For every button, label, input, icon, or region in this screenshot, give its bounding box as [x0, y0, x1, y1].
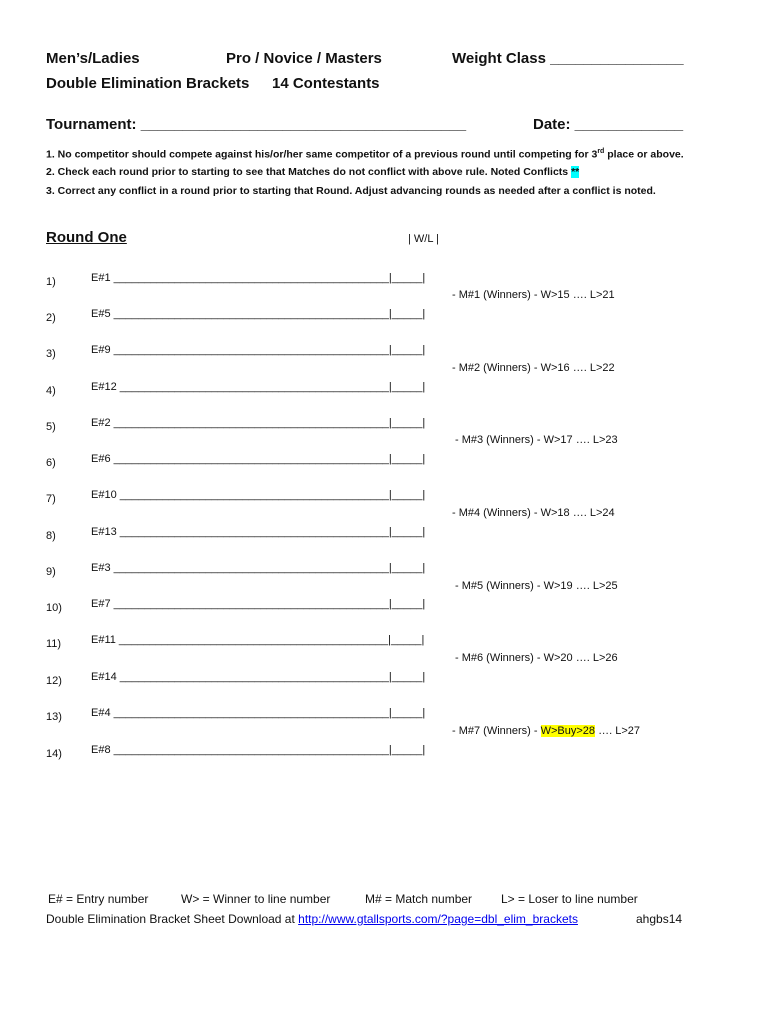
entry-line[interactable]: E#1 _____________________________________________|_____| [91, 272, 426, 284]
rule-3: 3. Correct any conflict in a round prior to starting that Round. Adjust advancing rounds as needed after a conflict is noted. [46, 185, 656, 197]
entry-line[interactable]: E#10 ____________________________________________|_____| [91, 489, 426, 501]
line-number: 2) [46, 312, 56, 324]
entry-row [46, 453, 56, 471]
buy-highlight: W>Buy>28 [540, 725, 596, 737]
date-field: Date: _____________ [533, 116, 684, 133]
match-annotation: - M#4 (Winners) - W>18 …. L>24 [452, 507, 615, 519]
legend-match: M# = Match number [365, 892, 473, 906]
legend-winner: W> = Winner to line number [181, 892, 331, 906]
line-number: 8) [46, 530, 56, 542]
line-number: 1) [46, 276, 56, 288]
rule-1-superscript: rd [597, 148, 605, 155]
win-loss-column-header: | W/L | [408, 233, 439, 245]
download-line [46, 912, 578, 926]
download-label: Double Elimination Bracket Sheet Download at [46, 912, 299, 926]
conflict-marker: ** [571, 166, 580, 178]
line-number: 14) [46, 748, 62, 760]
entry-row [46, 272, 56, 290]
entry-line[interactable]: E#9 _____________________________________________|_____| [91, 344, 426, 356]
tournament-field: Tournament: _______________________________________ [46, 116, 467, 133]
division-label: Men’s/Ladies [46, 50, 140, 67]
rule-1-text: 1. No competitor should compete against his/or/her same competitor of a previous round until competing for 3 [46, 148, 598, 161]
entry-row [46, 707, 62, 725]
entry-row [46, 634, 61, 652]
line-number: 7) [46, 493, 56, 505]
match-annotation: - M#5 (Winners) - W>19 …. L>25 [455, 580, 618, 592]
skill-level-label: Pro / Novice / Masters [226, 50, 382, 67]
entry-row [46, 671, 62, 689]
entry-row [46, 744, 62, 762]
line-number: 12) [46, 675, 62, 687]
entry-line[interactable]: E#11 ____________________________________________|_____| [91, 634, 425, 646]
entry-row [46, 381, 56, 399]
entry-line[interactable]: E#6 _____________________________________________|_____| [91, 453, 426, 465]
entry-line[interactable]: E#3 _____________________________________________|_____| [91, 562, 426, 574]
legend-entry: E# = Entry number [48, 892, 149, 906]
line-number: 4) [46, 385, 56, 397]
entry-line[interactable]: E#12 ____________________________________________|_____| [91, 381, 426, 393]
rule-2 [46, 166, 579, 178]
legend-loser: L> = Loser to line number [501, 892, 638, 906]
weight-class-field: Weight Class ________________ [452, 50, 684, 67]
bracket-type-label: Double Elimination Brackets [46, 75, 250, 92]
entry-line[interactable]: E#2 _____________________________________________|_____| [91, 417, 426, 429]
contestant-count-label: 14 Contestants [272, 75, 380, 92]
rule-1-tail: place or above. [604, 148, 684, 161]
match-annotation: - M#6 (Winners) - W>20 …. L>26 [455, 652, 618, 664]
round-title: Round One [46, 229, 127, 246]
match-annotation: - M#2 (Winners) - W>16 …. L>22 [452, 362, 615, 374]
match-annotation: - M#1 (Winners) - W>15 …. L>21 [452, 289, 615, 301]
entry-line[interactable]: E#5 _____________________________________________|_____| [91, 308, 426, 320]
entry-row [46, 308, 56, 326]
entry-line[interactable]: E#7 _____________________________________________|_____| [91, 598, 426, 610]
entry-row [46, 598, 62, 616]
line-number: 6) [46, 457, 56, 469]
match-annotation-7 [452, 725, 640, 737]
match-7-suffix: …. L>27 [595, 725, 640, 737]
entry-row [46, 526, 56, 544]
match-7-prefix: - M#7 (Winners) - [452, 725, 541, 737]
rule-2-text: 2. Check each round prior to starting to see that Matches do not conflict with above rule. Noted Conflicts [46, 166, 572, 178]
entry-line[interactable]: E#4 _____________________________________________|_____| [91, 707, 426, 719]
entry-row [46, 417, 56, 435]
entry-line[interactable]: E#14 ____________________________________________|_____| [91, 671, 426, 683]
entry-row [46, 489, 56, 507]
entry-line[interactable]: E#8 _____________________________________________|_____| [91, 744, 426, 756]
line-number: 5) [46, 421, 56, 433]
line-number: 3) [46, 348, 56, 360]
entry-row [46, 562, 56, 580]
sheet-code: ahgbs14 [636, 912, 683, 926]
line-number: 9) [46, 566, 56, 578]
line-number: 10) [46, 602, 62, 614]
rule-1 [46, 148, 684, 161]
line-number: 11) [46, 638, 62, 650]
line-number: 13) [46, 711, 62, 723]
match-annotation: - M#3 (Winners) - W>17 …. L>23 [455, 434, 618, 446]
entry-row [46, 344, 56, 362]
entry-line[interactable]: E#13 ____________________________________________|_____| [91, 526, 426, 538]
download-link[interactable]: http://www.gtallsports.com/?page=dbl_elim_brackets [298, 912, 578, 926]
